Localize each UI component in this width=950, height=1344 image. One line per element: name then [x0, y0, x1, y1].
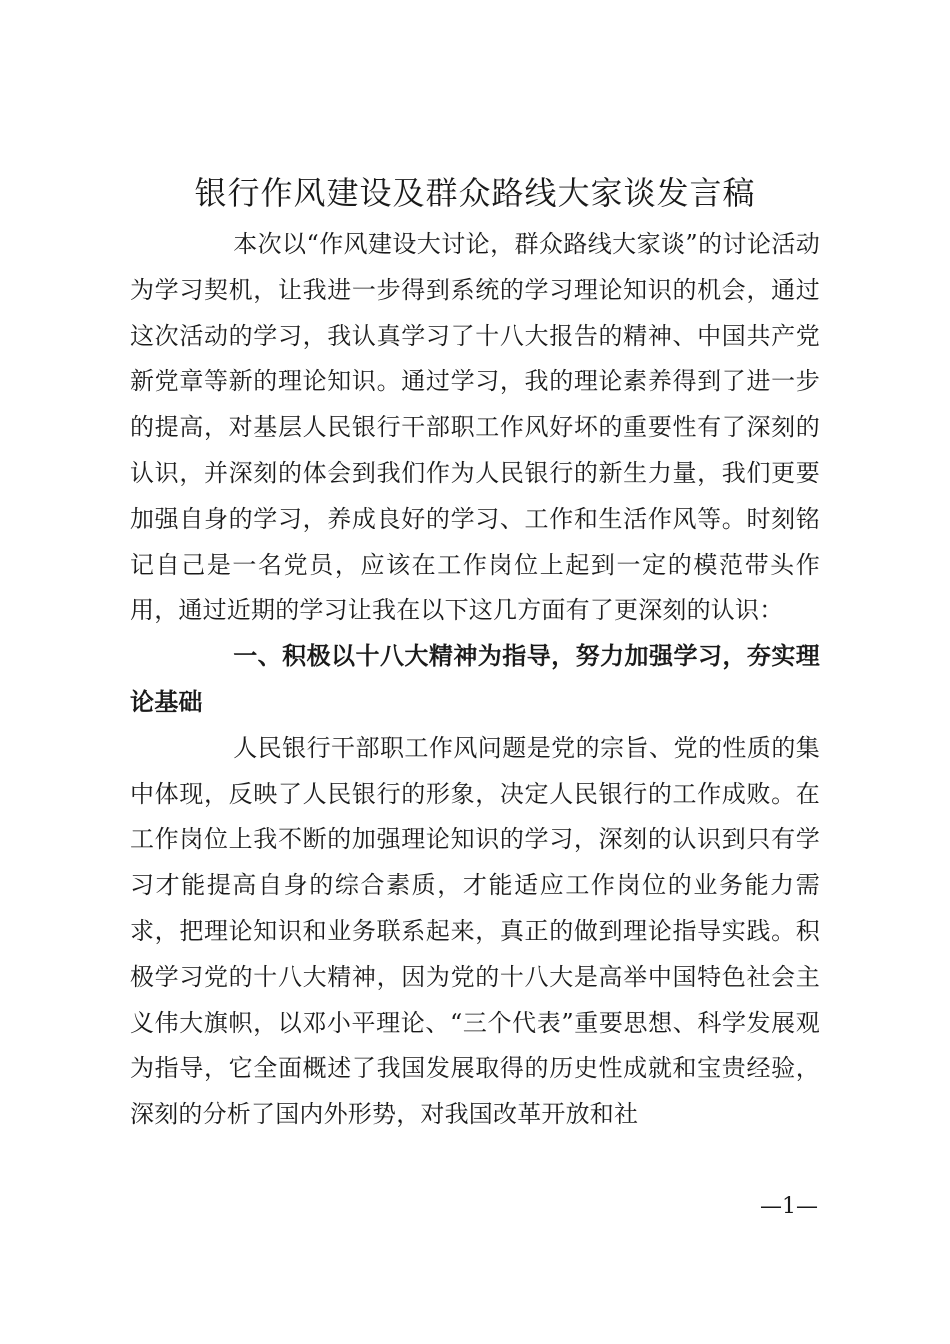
document-title: 银行作风建设及群众路线大家谈发言稿 [194, 174, 756, 212]
section-1-paragraph: 人民银行干部职工作风问题是党的宗旨、党的性质的集中体现，反映了人民银行的形象，决定人民银行的工作成败。在工作岗位上我不断的加强理论知识的学习，深刻的认识到只有学习才能提高自身的综合素质，才能适应工作岗位的业务能力需求，把理论知识和业务联系起来，真正的做到理论指导实践。积极学习党的十八大精神，因为党的十八大是高举中国特色社会主义伟大旗帜，以邓小平理论、“三个代表”重要思想、科学发展观为指导，它全面概述了我国发展取得的历史性成就和宝贵经验，深刻的分析了国内外形势，对我国改革开放和社 [130, 733, 820, 1129]
section-heading-1: 一、积极以十八大精神为指导，努力加强学习，夯实理论基础 [130, 642, 820, 716]
intro-paragraph: 本次以“作风建设大讨论，群众路线大家谈”的讨论活动为学习契机，让我进一步得到系统的学习理论知识的机会，通过这次活动的学习，我认真学习了十八大报告的精神、中国共产党新党章等新的理论知识。通过学习，我的理论素养得到了进一步的提高，对基层人民银行干部职工作风好坏的重要性有了深刻的认识，并深刻的体会到我们作为人民银行的新生力量，我们更要加强自身的学习，养成良好的学习、工作和生活作风等。时刻铭记自己是一名党员，应该在工作岗位上起到一定的模范带头作用，通过近期的学习让我在以下这几方面有了更深刻的认识： [130, 230, 820, 625]
document-body [130, 222, 820, 1138]
page-number: —1— [760, 1194, 818, 1219]
